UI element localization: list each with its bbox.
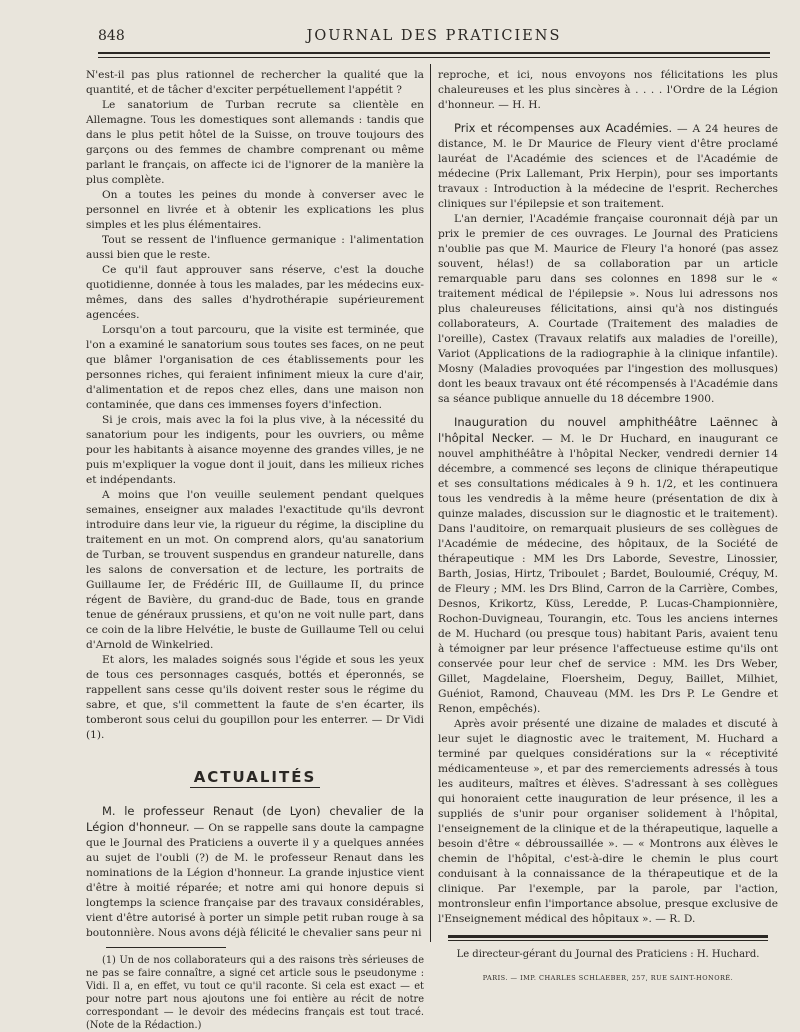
paragraph: Ce qu'il faut approuver sans réserve, c'est la douche quotidienne, donnée à tous les malades, par les médecins eux-mêmes, dans des salles d'hydrothérapie supérieurement agencées. <box>86 264 424 321</box>
end-rule <box>448 935 768 938</box>
right-column <box>438 68 778 982</box>
article-text: — A 24 heures de distance, M. le Dr Maurice de Fleury vient d'être proclamé lauréat de l'Académie des sciences et de l'Académie de médecine (Prix Lallemant, Prix Herpin), pour ses importants travaux : Introduction à la médecine de l'esprit. Recherches cliniques sur l'épilepsie et son traitement. <box>438 123 778 210</box>
director-line: Le directeur-gérant du Journal des Praticiens : H. Huchard. <box>456 949 760 960</box>
journal-title: JOURNAL DES PRATICIENS <box>306 28 562 44</box>
paragraph: Après avoir présenté une dizaine de malades et discuté à leur sujet le diagnostic avec le traitement, M. Huchard a terminé par quelques considérations sur la « réceptivité médicamenteuse », et par des remerciements adressés à tous les auditeurs, maîtres et élèves. S'adressant à ses collègues qui honoraient cette inauguration de leur présence, il les a suppliés de s'unir pour organiser solidement à l'hôpital, l'enseignement de la clinique et de la thérapeutique, laquelle a besoin d'être « débroussaillée ». — « Montrons aux élèves le chemin de l'hôpital, c'est-à-dire le chemin le plus court conduisant à la connaissance de la thérapeutique et de la clinique. Par l'exemple, par la parole, par l'action, montronsleur enfin l'importance absolue, presque exclusive de l'Enseignement médical des hôpitaux ». — R. D. <box>438 718 778 925</box>
article-headline: Prix et récompenses aux Académies. <box>454 121 673 135</box>
section-title <box>86 767 424 786</box>
paragraph: reproche, et ici, nous envoyons nos félicitations les plus chaleureuses et les plus sincères à . . . . l'Ordre de la Légion d'honneur. — H. H. <box>438 69 778 111</box>
paragraph: Le sanatorium de Turban recrute sa clientèle en Allemagne. Tous les domestiques sont allemands : tandis que dans le plus petit hôtel de la Suisse, on trouve toujours des garçons ou des femmes de chambre comprenant ou même parlant le français, on affecte ici de l'ignorer de la manière la plus complète. <box>86 99 424 186</box>
header-rule <box>98 52 770 54</box>
paragraph: On a toutes les peines du monde à converser avec le personnel en livrée et à obtenir les explications les plus simples et les plus élémentaires. <box>86 189 424 231</box>
article-headline: Inauguration du nouvel amphithéâtre Laënnec à l'hôpital Necker. <box>438 415 778 445</box>
paragraph: N'est-il pas plus rationnel de rechercher la qualité que la quantité, et de tâcher d'exciter perpétuellement l'appétit ? <box>86 69 424 96</box>
footnote <box>86 954 424 1032</box>
paragraph: Et alors, les malades soignés sous l'égide et sous les yeux de tous ces personnages casqués, bottés et éperonnés, se rappellent sans cesse qu'ils doivent rester sous le régime du sabre, et que, s'il commettent la faute de s'en écarter, ils tomberont sous celui du goupillon pour les enterrer. — Dr Vidi (1). <box>86 654 424 741</box>
section-title-text: ACTUALITÉS <box>190 768 321 788</box>
article-prix <box>438 121 778 212</box>
left-column <box>86 68 424 1032</box>
page-header <box>98 28 770 54</box>
page-number: 848 <box>98 28 125 44</box>
paragraph: A moins que l'on veuille seulement pendant quelques semaines, enseigner aux malades l'exactitude qu'ils devront introduire dans leur vie, la rigueur du régime, la discipline du traitement en un mot. On comprend alors, qu'au sanatorium de Turban, se trouvent suspendus en grandeur naturelle, dans les salons de conversation et de lecture, les portraits de Guillaume Ier, de Frédéric III, de Guillaume II, du prince régent de Bavière, du grand-duc de Bade, tous en grande tenue de généraux prussiens, et qu'on ne voit nulle part, dans ce coin de la libre Helvétie, le buste de Guillaume Tell ou celui d'Arnold de Winkelried. <box>86 489 424 651</box>
article-laennec <box>438 415 778 717</box>
article-renaut <box>86 804 424 941</box>
paragraph: Tout se ressent de l'influence germanique : l'alimentation aussi bien que le reste. <box>86 234 424 261</box>
paragraph: Lorsqu'on a tout parcouru, que la visite est terminée, que l'on a examiné le sanatorium sous toutes ses faces, on ne peut que blâmer l'organisation de ces établissements pour les personnes riches, qui feraient infiniment mieux la cure d'air, d'alimentation et de repos chez elles, dans une maison non contaminée, que dans ces immenses foyers d'infection. <box>86 324 424 411</box>
article-text: — On se rappelle sans doute la campagne que le Journal des Praticiens a ouverte il y a quelques années au sujet de l'oubli (?) de M. le professeur Renaut dans les nominations de la Légion d'honneur. La grande injustice vient d'être à moitié réparée; et notre ami qui honore depuis si longtemps la science française par des travaux considérables, vient d'être autorisé à porter un simple petit ruban rouge à sa boutonnière. Nous avons déjà félicité le chevalier sans peur ni <box>86 822 425 939</box>
printer-line: PARIS. — IMP. CHARLES SCHLAEBER, 257, RUE SAINT-HONORÉ. <box>482 974 734 982</box>
article-headline: M. le professeur Renaut (de Lyon) chevalier de la Légion d'honneur. <box>86 804 424 834</box>
article-text: — M. le Dr Huchard, en inaugurant ce nouvel amphithéâtre à l'hôpital Necker, vendredi dernier 14 décembre, a commencé ses leçons de clinique thérapeutique et ses consultations médicales à 9 h. 1/2, et les continuera tous les vendredis à la même heure (présentation de dix à quinze malades, discussion sur le diagnostic et le traitement). Dans l'auditoire, on remarquait plusieurs de ses collègues de l'Académie de médecine, des hôpitaux, de la Société de thérapeutique : MM les Drs Laborde, Sevestre, Linossier, Barth, Josias, Hirtz, Triboulet ; Bardet, Bouloumié, Créquy, M. de Fleury ; MM. les Drs Blind, Carron de la Carrière, Combes, Desnos, Krikortz, Küss, Leredde, P. Lucas-Championnière, Rochon-Duvigneau, Tourangin, etc. Tous les anciens internes de M. Huchard (ou presque tous) habitant Paris, avaient tenu à témoigner par leur présence l'affectueuse estime qu'ils ont conservée pour leur chef de service : MM. les Drs Weber, Gillet, Magdelaine, Floersheim, Deguy, Baillet, Milhiet, Guéniot, Ramond, Chauveau (MM. les Drs P. Le Gendre et Renon, empêchés). <box>438 433 778 715</box>
end-rule-thin <box>448 940 768 941</box>
paragraph: L'an dernier, l'Académie française couronnait déjà par un prix le premier de ces ouvrages. Le Journal des Praticiens n'oublie pas que M. Maurice de Fleury l'a honoré (pas assez souvent, hélas!) de sa collaboration par un article remarquable paru dans ses colonnes en 1898 sur le « traitement médical de l'épilepsie ». Nous lui adressons nos plus chaleureuses félicitations, ainsi qu'à nos distingués collaborateurs, A. Courtade (Traitement des maladies de l'oreille), Castex (Travaux relatifs aux maladies de l'oreille), Variot (Applications de la radiographie à la clinique infantile). Mosny (Maladies provoquées par l'ingestion des mollusques) dont les beaux travaux ont été récompensés à l'Académie dans sa séance publique annuelle du 18 décembre 1900. <box>438 213 778 405</box>
column-divider <box>430 64 431 942</box>
header-rule-thin <box>98 57 770 58</box>
paragraph: Si je crois, mais avec la foi la plus vive, à la nécessité du sanatorium pour les indigents, pour les ouvriers, ou même pour les habitants à aisance moyenne des grandes villes, je ne puis m'expliquer la vogue dont il jouit, dans les milieux riches et indépendants. <box>86 414 424 486</box>
footnote-rule <box>106 947 226 948</box>
footnote-text: (1) Un de nos collaborateurs qui a des raisons très sérieuses de ne pas se faire connaître, a signé cet article sous le pseudonyme : Vidi. Il a, en effet, vu tout ce qu'il raconte. Si cela est exact — et pour notre part nous ajoutons une foi entière au récit de notre correspondant — le devoir des médecins français est tout tracé. (Note de la Rédaction.) <box>86 955 424 1031</box>
